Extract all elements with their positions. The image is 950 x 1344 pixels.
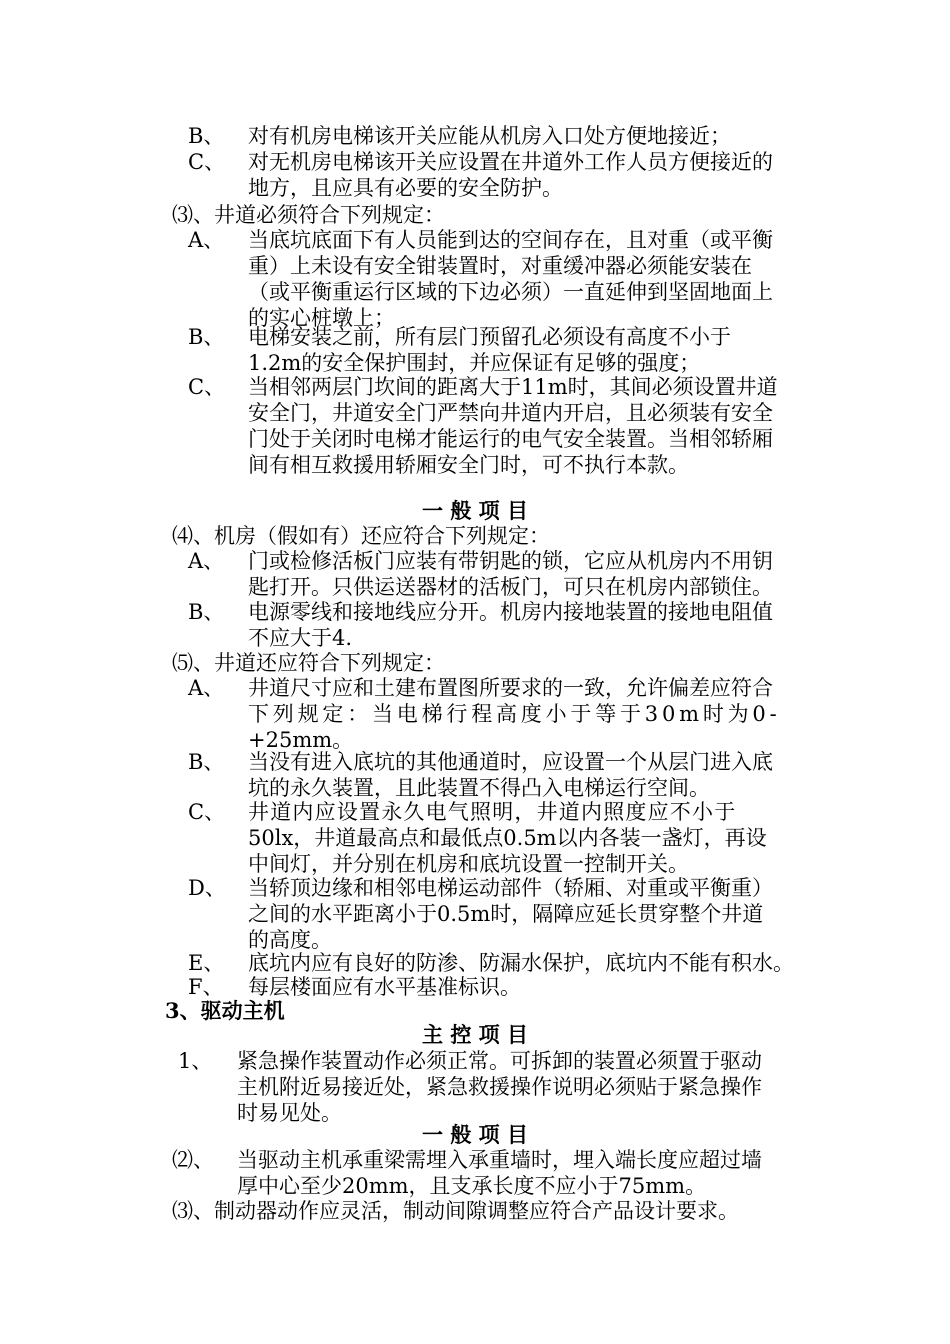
- section-title-general-2: 一 般 项 目: [422, 1122, 528, 1147]
- item-text-line: 电梯安装之前，所有层门预留孔必须设有高度不小于: [248, 325, 731, 349]
- item-text-line: 井道内应设置永久电气照明，井道内照度应不小于: [248, 800, 737, 824]
- item-text-line: 每层楼面应有水平基准标识。: [248, 975, 521, 999]
- section-title-general: 一 般 项 目: [422, 498, 528, 523]
- item-text-line: 当底坑底面下有人员能到达的空间存在，且对重（或平衡: [248, 228, 773, 252]
- item-text-line: 地方，且应具有必要的安全防护。: [248, 176, 563, 200]
- item-label: C、: [188, 800, 226, 824]
- item-text-line: 1.2m的安全保护围封，并应保证有足够的强度；: [248, 351, 701, 375]
- item-text-line: 厚中心至少20mm，且支承长度不应小于75mm。: [237, 1174, 707, 1198]
- item-label: A、: [188, 228, 225, 252]
- item-text-line: 电源零线和接地线应分开。机房内接地装置的接地电阻值: [248, 600, 773, 624]
- item-text-line: 底坑内应有良好的防渗、防漏水保护，底坑内不能有积水。: [248, 951, 794, 975]
- item-text-line: 对无机房电梯该开关应设置在井道外工作人员方便接近的: [248, 150, 773, 174]
- item-label: B、: [188, 600, 225, 624]
- item-label: A、: [188, 549, 225, 573]
- item-text-line: 门处于关闭时电梯才能运行的电气安全装置。当相邻轿厢: [248, 427, 773, 451]
- clause-heading-4: ⑷、机房（假如有）还应符合下列规定：: [172, 524, 550, 548]
- item-text-line: +25mm。: [248, 728, 354, 752]
- item-text-line: 当没有进入底坑的其他通道时，应设置一个从层门进入底: [248, 750, 773, 774]
- clause-heading-3: ⑶、井道必须符合下列规定：: [172, 203, 445, 227]
- item-text-line: 当轿顶边缘和相邻电梯运动部件（轿厢、对重或平衡重）: [248, 876, 773, 900]
- item-label: F、: [188, 975, 224, 999]
- section-heading-drive-machine: 3、驱动主机: [165, 998, 285, 1023]
- item-text-line: 的实心桩墩上；: [248, 306, 395, 330]
- item-text-line: 井道尺寸应和土建布置图所要求的一致，允许偏差应符合: [248, 676, 773, 700]
- item-label: B、: [188, 325, 225, 349]
- item-label: A、: [188, 676, 225, 700]
- item-label: 1、: [178, 1049, 213, 1073]
- item-text-line: 紧急操作装置动作必须正常。可拆卸的装置必须置于驱动: [237, 1049, 762, 1073]
- item-text-line: 门或检修活板门应装有带钥匙的锁，它应从机房内不用钥: [248, 549, 773, 573]
- item-label: B、: [188, 124, 225, 148]
- item-text-line: 中间灯，并分别在机房和底坑设置一控制开关。: [248, 852, 689, 876]
- item-text-line: 下列规定：当电梯行程高度小于等于30m时为0-: [248, 702, 781, 726]
- item-text-line: 之间的水平距离小于0.5m时，隔障应延长贯穿整个井道: [248, 902, 764, 926]
- item-label: ⑵、: [172, 1148, 214, 1172]
- item-text-line: 当驱动主机承重梁需埋入承重墙时，埋入端长度应超过墙: [237, 1148, 762, 1172]
- item-text-line: 坑的永久装置，且此装置不得凸入电梯运行空间。: [248, 776, 710, 800]
- item-text-line: 不应大于4.: [248, 626, 353, 650]
- item-text-line: 间有相互救援用轿厢安全门时，可不执行本款。: [248, 453, 689, 477]
- item-label: D、: [188, 876, 226, 900]
- item-label: E、: [188, 951, 225, 975]
- item-text-line: 主机附近易接近处，紧急救援操作说明必须贴于紧急操作: [237, 1075, 762, 1099]
- item-text-line: 当相邻两层门坎间的距离大于11m时，其间必须设置井道: [248, 375, 778, 399]
- item-label: C、: [188, 375, 226, 399]
- clause-heading-5: ⑸、井道还应符合下列规定：: [172, 651, 445, 675]
- item-text-line: 匙打开。只供运送器材的活板门，可只在机房内部锁住。: [248, 575, 773, 599]
- item-text-line: 时易见处。: [237, 1101, 342, 1125]
- item-label: C、: [188, 150, 226, 174]
- clause-heading-brake: ⑶、制动器动作应灵活，制动间隙调整应符合产品设计要求。: [172, 1199, 739, 1223]
- item-text-line: 50lx，井道最高点和最低点0.5m以内各装一盏灯，再设: [248, 826, 767, 850]
- item-text-line: 重）上未设有安全钳装置时，对重缓冲器必须能安装在: [248, 254, 752, 278]
- item-text-line: 的高度。: [248, 928, 332, 952]
- item-label: B、: [188, 750, 225, 774]
- item-text-line: （或平衡重运行区域的下边必须）一直延伸到坚固地面上: [248, 280, 773, 304]
- item-text-line: 安全门，井道安全门严禁向井道内开启，且必须装有安全: [248, 401, 773, 425]
- item-text-line: 对有机房电梯该开关应能从机房入口处方便地接近；: [248, 124, 731, 148]
- section-title-main-control: 主 控 项 目: [422, 1022, 528, 1047]
